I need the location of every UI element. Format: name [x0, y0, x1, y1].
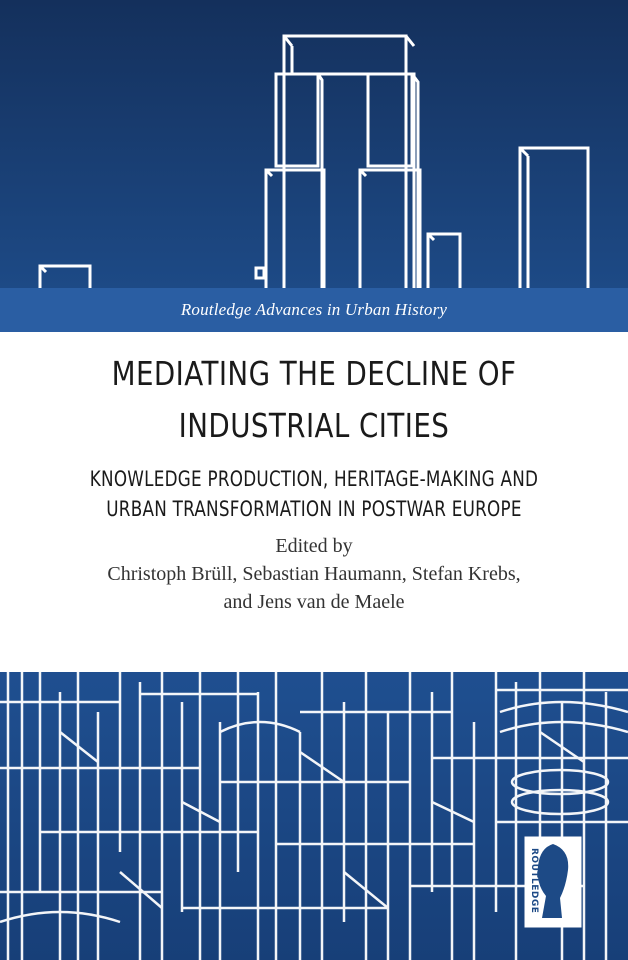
book-subtitle-line-2: URBAN TRANSFORMATION IN POSTWAR EUROPE — [106, 497, 522, 521]
book-title-line-1: MEDIATING THE DECLINE OF — [111, 354, 517, 393]
editors-block — [0, 532, 628, 616]
top-skyline-illustration — [0, 0, 628, 290]
edited-by-label: Edited by — [275, 535, 353, 557]
book-subtitle — [71, 464, 557, 524]
publisher-name: ROUTLEDGE — [529, 848, 539, 914]
title-area — [0, 332, 628, 672]
skyline-line-art — [0, 0, 628, 290]
routledge-logo-mark — [524, 836, 582, 928]
book-title-line-2: INDUSTRIAL CITIES — [178, 406, 450, 445]
book-title — [75, 348, 552, 452]
book-subtitle-line-1: KNOWLEDGE PRODUCTION, HERITAGE-MAKING AND — [89, 467, 539, 491]
editors-line-2: and Jens van de Maele — [223, 591, 405, 613]
editors-line-1: Christoph Brüll, Sebastian Haumann, Stefan Krebs, — [107, 563, 521, 585]
series-title: Routledge Advances in Urban History — [180, 300, 448, 319]
routledge-logo — [524, 836, 582, 928]
series-band — [0, 288, 628, 332]
